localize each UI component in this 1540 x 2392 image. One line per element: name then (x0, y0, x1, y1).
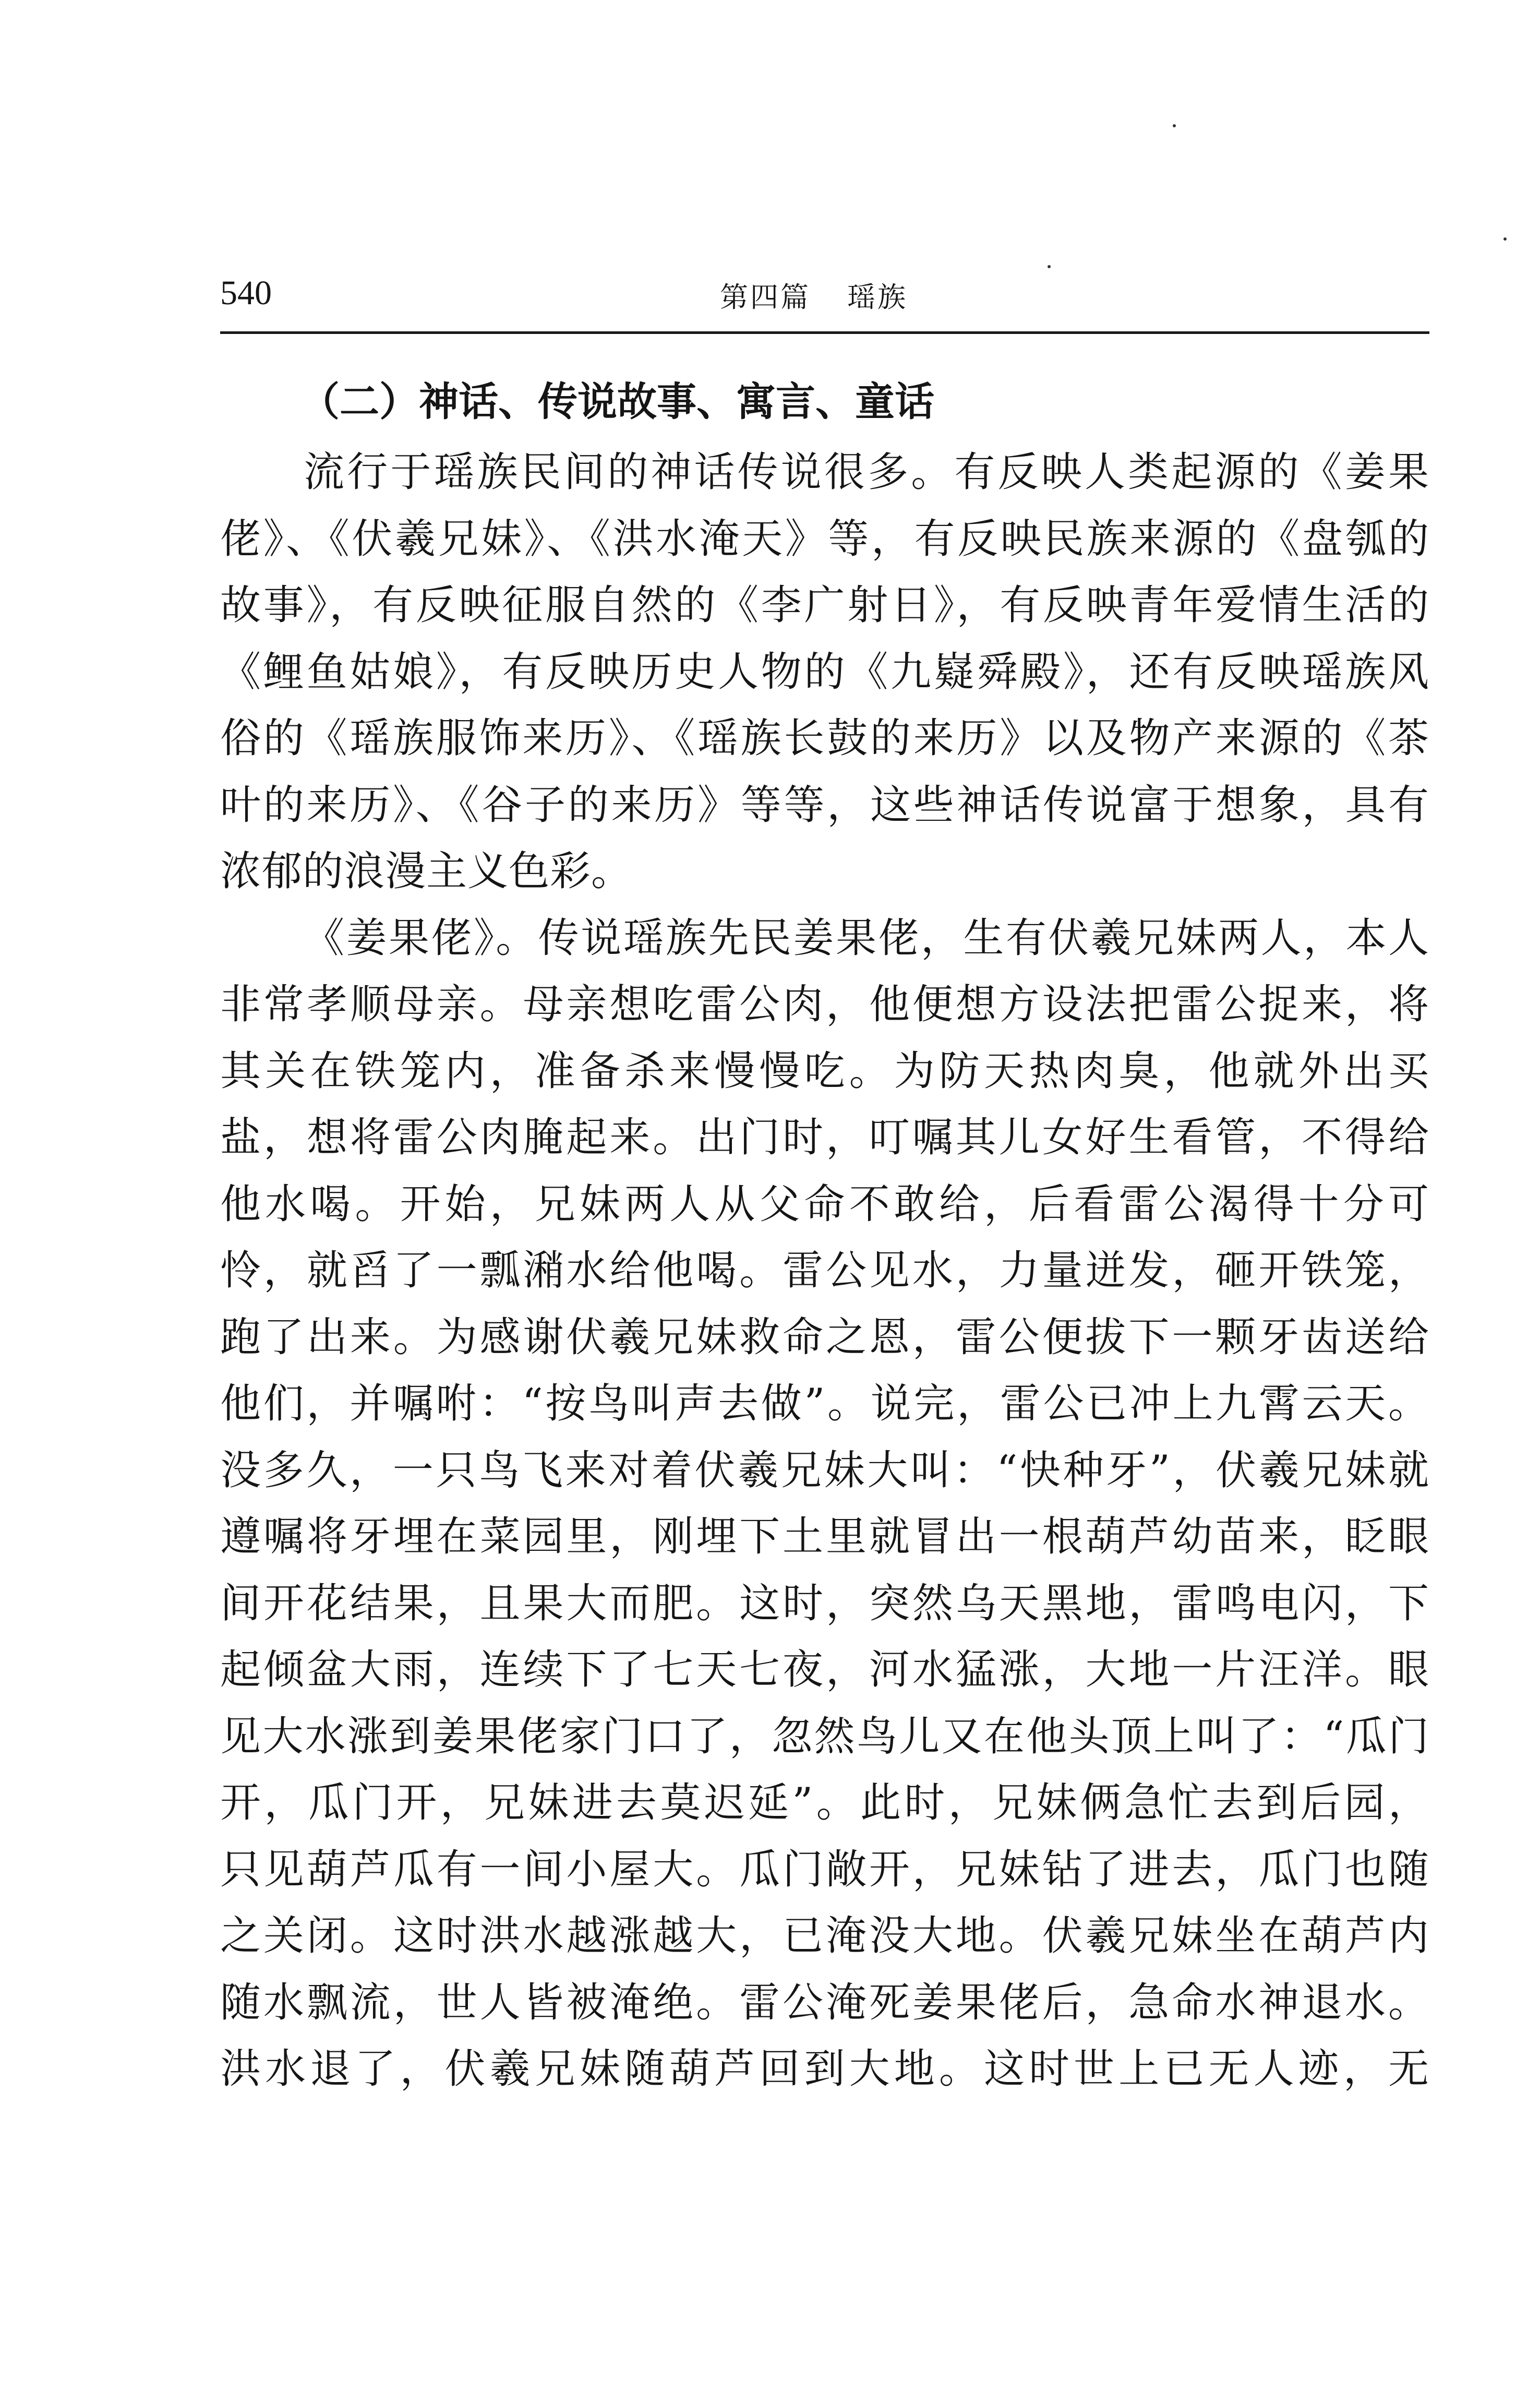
text-line: 浓郁的浪漫主义色彩。 (220, 848, 633, 895)
running-head-part: 第四篇 (720, 281, 811, 314)
text-line: 没多久，一只鸟飞来对着伏羲兄妹大叫：“快种牙”，伏羲兄妹就 (220, 1447, 1429, 1494)
text-line: 他水喝。开始，兄妹两人从父命不敢给，后看雷公渴得十分可 (220, 1181, 1429, 1228)
print-speck (1173, 124, 1176, 127)
running-head (720, 271, 908, 324)
section-heading: （二）神话、传说故事、寓言、童话 (300, 378, 934, 425)
text-line: 见大水涨到姜果佬家门口了，忽然鸟儿又在他头顶上叫了：“瓜门 (220, 1713, 1429, 1760)
text-line: 故事》，有反映征服自然的《李广射日》，有反映青年爱情生活的 (220, 582, 1429, 629)
text-line: 非常孝顺母亲。母亲想吃雷公肉，他便想方设法把雷公捉来，将 (220, 981, 1429, 1028)
text-line: 怜，就舀了一瓢潲水给他喝。雷公见水，力量迸发，砸开铁笼， (220, 1247, 1429, 1294)
text-line: 随水飘流，世人皆被淹绝。雷公淹死姜果佬后，急命水神退水。 (220, 1979, 1429, 2026)
text-line: 间开花结果，且果大而肥。这时，突然乌天黑地，雷鸣电闪，下 (220, 1580, 1429, 1627)
text-line: 遵嘱将牙埋在菜园里，刚埋下土里就冒出一根葫芦幼苗来，眨眼 (220, 1513, 1429, 1560)
text-line: 开，瓜门开，兄妹进去莫迟延”。此时，兄妹俩急忙去到后园， (220, 1779, 1429, 1826)
text-line: 俗的《瑶族服饰来历》、《瑶族长鼓的来历》以及物产来源的《茶 (220, 715, 1429, 762)
text-line: 之关闭。这时洪水越涨越大，已淹没大地。伏羲兄妹坐在葫芦内 (220, 1912, 1429, 1959)
text-line: 他们，并嘱咐：“按鸟叫声去做”。说完，雷公已冲上九霄云天。 (220, 1380, 1429, 1427)
text-line: 洪水退了，伏羲兄妹随葫芦回到大地。这时世上已无人迹，无 (220, 2046, 1429, 2092)
text-line: 《姜果佬》。传说瑶族先民姜果佬，生有伏羲兄妹两人，本人 (304, 915, 1429, 962)
text-line: 其关在铁笼内，准备杀来慢慢吃。为防天热肉臭，他就外出买 (220, 1048, 1429, 1095)
text-line: 流行于瑶族民间的神话传说很多。有反映人类起源的《姜果 (304, 449, 1429, 496)
text-line: 只见葫芦瓜有一间小屋大。瓜门敞开，兄妹钻了进去，瓜门也随 (220, 1846, 1429, 1893)
text-line: 《鲤鱼姑娘》，有反映历史人物的《九嶷舜殿》，还有反映瑶族风 (220, 649, 1429, 696)
header-rule (220, 331, 1429, 334)
text-line: 起倾盆大雨，连续下了七天七夜，河水猛涨，大地一片汪洋。眼 (220, 1646, 1429, 1693)
text-line: 盐，想将雷公肉腌起来。出门时，叮嘱其儿女好生看管，不得给 (220, 1114, 1429, 1161)
text-line: 跑了出来。为感谢伏羲兄妹救命之恩，雷公便拔下一颗牙齿送给 (220, 1314, 1429, 1361)
print-speck (1503, 237, 1507, 241)
print-speck (1048, 265, 1051, 268)
running-head-chapter: 瑶族 (847, 281, 908, 314)
page-number: 540 (220, 274, 272, 312)
text-line: 叶的来历》、《谷子的来历》等等，这些神话传说富于想象，具有 (220, 782, 1429, 829)
text-line: 佬》、《伏羲兄妹》、《洪水淹天》等，有反映民族来源的《盘瓠的 (220, 516, 1429, 563)
